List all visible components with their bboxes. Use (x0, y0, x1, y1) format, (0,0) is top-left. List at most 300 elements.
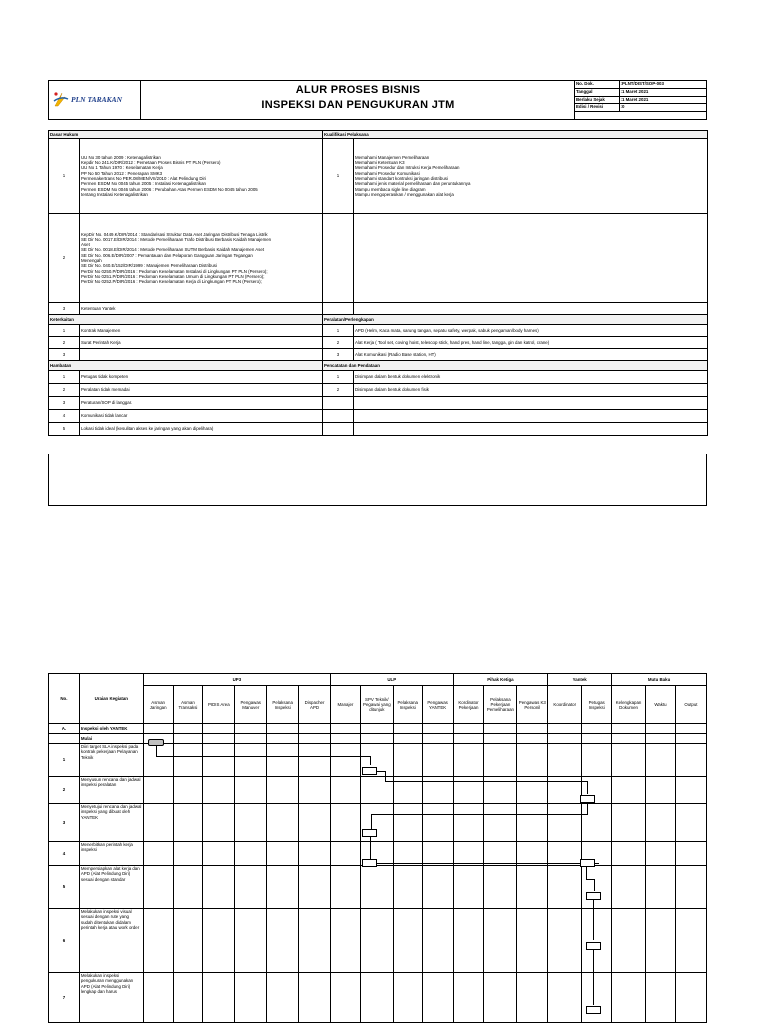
step-description: Menerbitkan perintah kerja inspeksi (79, 842, 143, 866)
empty-cell (354, 303, 708, 315)
grid-cell (143, 866, 173, 909)
legal-line: PerDir No 0252.P/DIR/2016 : Pedoman Keselamatan Kerja di Lingkungan PT PLN (Persero); (81, 279, 262, 285)
step-number: 4 (49, 842, 80, 866)
process-box-step4-yantek (580, 859, 595, 867)
col-role: Pengawas YANTEK (422, 686, 453, 724)
grid-cell (360, 724, 393, 734)
obstacle-row (49, 371, 708, 384)
grid-cell (422, 734, 453, 744)
grid-cell (646, 866, 676, 909)
blank-notes-area (48, 454, 707, 506)
qualification-line: Memahami Prosedur dan Intruksi Kerja Pemeliharaan (355, 165, 460, 171)
role-header-row (49, 686, 707, 724)
grid-cell (331, 866, 361, 909)
connector-line (587, 803, 588, 814)
grid-cell (267, 724, 299, 734)
row-number: 3 (49, 303, 80, 315)
legal-line: Kepdir No 241.K/DIR/2012 : Pemetaan Proses Bisnis PT PLN (Persero) (81, 160, 221, 166)
grid-cell (267, 973, 299, 1023)
col-role: Manajer (331, 686, 361, 724)
connector-line (377, 863, 580, 864)
grid-cell (646, 973, 676, 1023)
grid-cell (484, 724, 517, 734)
grid-cell (235, 842, 267, 866)
grid-cell (582, 724, 612, 734)
empty-cell (354, 410, 708, 423)
process-flow-table (48, 673, 707, 1023)
meta-value-text: 1 Maret 2021 (621, 89, 649, 95)
col-role: Pengawas Manuver (235, 686, 267, 724)
flow-step-row (49, 909, 707, 973)
row-number: 3 (49, 397, 80, 410)
row-number: 2 (49, 337, 80, 349)
grid-cell (143, 973, 173, 1023)
company-name: PLN TARAKAN (71, 95, 123, 104)
grid-cell (235, 724, 267, 734)
grid-cell (675, 744, 706, 777)
grid-cell (235, 909, 267, 973)
grid-cell (203, 724, 235, 734)
col-role: Pengawas K3 Personil (517, 686, 548, 724)
obstacle-item: Peralatan tidak memadai (80, 384, 323, 397)
row-number: 3 (49, 349, 80, 361)
grid-cell (299, 744, 331, 777)
group-up3: UP3 (143, 674, 330, 686)
flow-step-row (49, 973, 707, 1023)
connector-line (377, 771, 385, 772)
record-item: Disimpan dalam bentuk dokumen fisik (354, 384, 708, 397)
col-role: Asman Jaringan (143, 686, 173, 724)
pln-logo-icon (52, 90, 70, 108)
legal-line: UU No 30 tahun 2009 : Ketenagalistrikan (81, 154, 161, 160)
step-number: 2 (49, 777, 80, 804)
grid-cell (203, 804, 235, 842)
legal-line: Permen ESDM No 0046 tahun 2006 : Perubahan Atas Permen ESDM No 0045 tahun 2005 (81, 186, 258, 192)
grid-cell (143, 909, 173, 973)
legal-row-2 (49, 214, 708, 303)
grid-cell (173, 973, 203, 1023)
section-header-row (49, 315, 708, 325)
row-number: 2 (49, 214, 80, 303)
step-description: Mempersiapkan alat kerja dan APD (Alat Pelindung Diri) sesuai dengan standar (79, 866, 143, 909)
equipment-item: Alat Komunikasi (Radio Base station, HT) (354, 349, 708, 361)
grid-cell (484, 842, 517, 866)
grid-cell (422, 724, 453, 734)
empty-cell (354, 214, 708, 303)
grid-cell (173, 866, 203, 909)
meta-value: :PLNT/DIST/SOP-003 (619, 81, 706, 89)
grid-cell (267, 909, 299, 973)
process-box-step1 (362, 767, 377, 775)
col-role: Kordinator Pekerjaan (453, 686, 484, 724)
record-item: Disimpan dalam bentuk dokumen elektronik (354, 371, 708, 384)
connector-line (385, 771, 386, 781)
relation-row (49, 349, 708, 361)
step-number: 6 (49, 909, 80, 973)
grid-cell (675, 724, 706, 734)
connector-line (586, 879, 594, 880)
grid-cell (331, 842, 361, 866)
step-description: Melakukan inspeksi pengukuran menggunakan APD (Alat Pelindung Diri) lengkap dan harus (79, 973, 143, 1023)
group-yantek: Yantek (548, 674, 612, 686)
grid-cell (484, 734, 517, 744)
qualification-line: Mampu mengoperasikan / menggunakan alat kerja (355, 191, 454, 197)
legal-line: SE Dir No. 0018.E/DIR/2014 : Metode Pemeliharaan SUTM Berbasis Kaidah Manajemen Aset (81, 247, 265, 253)
grid-cell (393, 724, 422, 734)
grid-cell (422, 804, 453, 842)
meta-value-text: 0 (621, 104, 625, 110)
meta-row (575, 81, 706, 89)
grid-cell (360, 866, 393, 909)
grid-cell (393, 734, 422, 744)
connector-line (371, 814, 588, 815)
grid-cell (143, 842, 173, 866)
logo-area (49, 81, 141, 119)
group-header-row (49, 674, 707, 686)
empty-cell (323, 423, 354, 436)
document-meta-table (575, 81, 706, 112)
grid-cell (517, 734, 548, 744)
grid-cell (582, 734, 612, 744)
grid-cell (393, 842, 422, 866)
relation-row (49, 337, 708, 349)
grid-cell (612, 909, 646, 973)
col-role: Waktu (646, 686, 676, 724)
grid-cell (299, 842, 331, 866)
grid-cell (517, 724, 548, 734)
relation-row (49, 325, 708, 337)
grid-cell (422, 866, 453, 909)
grid-cell (173, 744, 203, 777)
grid-cell (360, 734, 393, 744)
grid-cell (173, 724, 203, 734)
grid-cell (646, 724, 676, 734)
grid-cell (675, 804, 706, 842)
col-uraian: Uraian Kegiatan (79, 674, 143, 724)
col-role: Koordinator (548, 686, 582, 724)
legal-line: Permenakertrans No PER.08/MEN/VII/2010 : Alat Pelindung Diri (81, 176, 206, 181)
step-number: 3 (49, 804, 80, 842)
grid-cell (173, 734, 203, 744)
section-title: Inspeksi oleh YANTEK (79, 724, 143, 734)
grid-cell (422, 973, 453, 1023)
connector-line (587, 781, 588, 794)
connector-line (370, 837, 371, 860)
connector-line (593, 950, 594, 1005)
grid-cell (203, 777, 235, 804)
grid-cell (646, 777, 676, 804)
col-role: Output (675, 686, 706, 724)
grid-cell (331, 744, 361, 777)
row-number: 2 (323, 384, 354, 397)
row-number: 3 (323, 349, 354, 361)
grid-cell (299, 909, 331, 973)
step-number: 7 (49, 973, 80, 1023)
grid-cell (331, 724, 361, 734)
meta-value-text: PLNT/DIST/SOP-003 (621, 81, 664, 86)
grid-cell (299, 866, 331, 909)
title-area (141, 81, 575, 119)
process-box-step6 (586, 942, 601, 950)
legal-line: SE Dir No. 040.E/152/DIR/1999 : Manajemen Pemeliharaan Distribusi (81, 263, 217, 269)
meta-row (575, 89, 706, 97)
grid-cell (453, 724, 484, 734)
grid-cell (299, 973, 331, 1023)
grid-cell (582, 744, 612, 777)
legal-line: PP No 50 Tahun 2012 : Penerapan SMK3 (81, 170, 163, 176)
grid-cell (612, 777, 646, 804)
qualification-line: Mampu membaca sigle line diagram (355, 186, 426, 192)
grid-cell (612, 734, 646, 744)
grid-cell (548, 744, 582, 777)
section-header-row (49, 131, 708, 139)
keterkaitan-heading: Keterkaitan (49, 315, 323, 325)
flow-step-row (49, 842, 707, 866)
grid-cell (393, 744, 422, 777)
row-number: 2 (323, 337, 354, 349)
grid-cell (143, 777, 173, 804)
connector-line (385, 781, 587, 782)
process-box-step4 (362, 859, 377, 867)
grid-cell (453, 842, 484, 866)
grid-cell (360, 909, 393, 973)
qualification-list (354, 139, 708, 214)
row-number: 4 (49, 410, 80, 423)
grid-cell (548, 842, 582, 866)
grid-cell (612, 973, 646, 1023)
empty-cell (354, 423, 708, 436)
document-header (48, 80, 707, 120)
col-role: SPV Teknik/ Pegawai yang ditunjuk (360, 686, 393, 724)
grid-cell (548, 973, 582, 1023)
relation-item: Kontrak Manajemen (80, 325, 323, 337)
connector-line (593, 900, 594, 940)
grid-cell (517, 744, 548, 777)
grid-cell (612, 744, 646, 777)
connector-line (371, 814, 372, 829)
legal-line: UU No 1 Tahun 1970 : Keselamatan Kerja (81, 165, 163, 171)
grid-cell (453, 909, 484, 973)
grid-cell (299, 777, 331, 804)
grid-cell (393, 866, 422, 909)
step-description: Diiri target SLA inspeksi pada kontrak pekerjaan Pelayanan Teknik (79, 744, 143, 777)
col-role: Kelengkapan Dokumen (612, 686, 646, 724)
obstacle-item: Lokasi tidak ideal (kesulitan akses ke jaringan yang akan dipelihara) (80, 423, 323, 436)
grid-cell (422, 842, 453, 866)
section-header-row (49, 361, 708, 371)
grid-cell (517, 909, 548, 973)
col-role: Dispacher APD (299, 686, 331, 724)
connector-line (594, 879, 595, 891)
kualifikasi-heading: Kualifikasi Pelaksana (323, 131, 708, 139)
row-number: 1 (49, 139, 80, 214)
grid-cell (173, 842, 203, 866)
start-terminator-shape (148, 739, 164, 746)
grid-cell (646, 842, 676, 866)
qualification-line: Memahami standart kontruksi jaringan distribusi (355, 176, 448, 181)
obstacle-row (49, 397, 708, 410)
grid-cell (548, 724, 582, 734)
empty-cell (323, 397, 354, 410)
step-description: Menyusun rencana dan jadwal inspeksi peralatan (79, 777, 143, 804)
empty-cell (49, 734, 80, 744)
grid-cell (203, 842, 235, 866)
grid-cell (646, 804, 676, 842)
qualification-line: Memahami jenis material pemeliharaan dan peruntukannya (355, 181, 471, 187)
grid-cell (675, 909, 706, 973)
meta-row (575, 96, 706, 104)
flow-step-row (49, 866, 707, 909)
meta-label: Tanggal (575, 89, 619, 97)
grid-cell (646, 744, 676, 777)
row-number: 2 (49, 384, 80, 397)
col-role: Pelaksana Inspeksi (267, 686, 299, 724)
flow-step-row (49, 804, 707, 842)
col-role: Pelaksana Inspeksi (393, 686, 422, 724)
grid-cell (299, 724, 331, 734)
document-subtitle: INSPEKSI DAN PENGUKURAN JTM (261, 99, 455, 111)
grid-cell (517, 973, 548, 1023)
grid-cell (612, 804, 646, 842)
grid-cell (393, 973, 422, 1023)
step-description: Menyetujui rencana dan jadwal inspeksi yang dibuat oleh YANTEK (79, 804, 143, 842)
grid-cell (453, 866, 484, 909)
grid-cell (612, 724, 646, 734)
grid-cell (299, 734, 331, 744)
grid-cell (548, 909, 582, 973)
process-box-step5 (586, 892, 601, 900)
meta-value: :0 (619, 104, 706, 112)
col-role: Pelaksana Pekerjaan Pemeliharaan (484, 686, 517, 724)
grid-cell (331, 777, 361, 804)
relation-item (80, 349, 323, 361)
col-no: No. (49, 674, 80, 724)
grid-cell (267, 842, 299, 866)
document-title: ALUR PROSES BISNIS (295, 84, 421, 96)
meta-label: Edisi / Revisi (575, 104, 619, 112)
empty-cell (323, 214, 354, 303)
legal-line: Aset (81, 242, 90, 248)
grid-cell (517, 804, 548, 842)
step-number: 5 (49, 866, 80, 909)
connector-line (586, 867, 587, 879)
meta-value: :1 Maret 2021 (619, 89, 706, 97)
empty-cell (354, 397, 708, 410)
grid-cell (484, 804, 517, 842)
grid-cell (548, 804, 582, 842)
legal-basis-2 (80, 214, 323, 303)
legal-basis-3: Ketentuan Yantek (80, 303, 323, 315)
grid-cell (517, 842, 548, 866)
dasar-hukum-heading: Dasar Hukum (49, 131, 323, 139)
grid-cell (267, 804, 299, 842)
obstacle-row (49, 423, 708, 436)
equipment-item: Alat Kerja ( Tool set, coving hoist, telescop stick, hand pres, hand line, tangga, gin dan katrol, crane) (354, 337, 708, 349)
grid-cell (331, 909, 361, 973)
grid-cell (612, 866, 646, 909)
legal-line: Permen ESDM No 0045 tahun 2005 : Instalasi Ketenagalistrikan (81, 181, 206, 187)
pencatatan-heading: Pencatatan dan Pendataan (323, 361, 708, 371)
grid-cell (143, 744, 173, 777)
section-row (49, 724, 707, 734)
grid-cell (646, 909, 676, 973)
grid-cell (235, 973, 267, 1023)
grid-cell (331, 973, 361, 1023)
grid-cell (235, 777, 267, 804)
grid-cell (453, 734, 484, 744)
hambatan-heading: Hambatan (49, 361, 323, 371)
grid-cell (360, 973, 393, 1023)
grid-cell (203, 909, 235, 973)
grid-cell (422, 744, 453, 777)
obstacle-row (49, 410, 708, 423)
obstacle-item: Komunikasi tidak lancar (80, 410, 323, 423)
process-box-step2 (580, 795, 595, 803)
grid-cell (267, 744, 299, 777)
grid-cell (173, 777, 203, 804)
connector-line (156, 756, 371, 757)
legal-line: KepDir No. 0449.K/DIR/2014 : Standarisasi Struktur Data Aset Jaringan Distribusi Tenaga Listrik (81, 231, 268, 237)
grid-cell (331, 804, 361, 842)
grid-cell (203, 866, 235, 909)
process-box-step3 (362, 829, 377, 837)
legal-line: tentang Instalasi Ketenagalistrikan (81, 191, 148, 197)
grid-cell (235, 804, 267, 842)
meta-label: Berlaku Sejak (575, 96, 619, 104)
row-number: 1 (323, 371, 354, 384)
group-ulp: ULP (331, 674, 454, 686)
row-number: 5 (49, 423, 80, 436)
grid-cell (484, 973, 517, 1023)
grid-cell (235, 866, 267, 909)
grid-cell (422, 909, 453, 973)
grid-cell (675, 842, 706, 866)
grid-cell (267, 866, 299, 909)
legal-basis-1 (80, 139, 323, 214)
grid-cell (646, 734, 676, 744)
legal-row-3 (49, 303, 708, 315)
grid-cell (453, 744, 484, 777)
legal-line: SE Dir No. 006.E/DIR/2007 : Pemantauan dan Pelaporan Gangguan Jaringan Tegangan (81, 252, 253, 258)
grid-cell (203, 734, 235, 744)
empty-cell (323, 410, 354, 423)
meta-value: :1 Maret 2021 (619, 96, 706, 104)
grid-cell (484, 744, 517, 777)
equipment-item: APD (Helm, Kaca mata, sarung tangan, sepatu safety, werpak, sabuk pengaman/body harnes) (354, 325, 708, 337)
grid-cell (612, 842, 646, 866)
col-role: Petugas Inspeksi (582, 686, 612, 724)
grid-cell (173, 909, 203, 973)
grid-cell (143, 804, 173, 842)
grid-cell (267, 734, 299, 744)
col-role: PIDIS Area (203, 686, 235, 724)
row-number: 1 (323, 325, 354, 337)
grid-cell (393, 909, 422, 973)
meta-row (575, 104, 706, 112)
process-box-step7 (586, 1006, 601, 1014)
grid-cell (675, 973, 706, 1023)
legal-line: Menengah (81, 258, 102, 263)
legal-line: SE Dir No. 0017.E/DIR/2014 : Metode Pemeliharaan Trafo Distribusi Berbasis Kaidah Manajemen (81, 236, 272, 242)
qualification-line: Memahami Ketentuan K3 (355, 160, 405, 166)
grid-cell (235, 734, 267, 744)
group-mutu-baku: Mutu Baku (612, 674, 707, 686)
empty-cell (323, 303, 354, 315)
grid-cell (235, 744, 267, 777)
connector-line (370, 756, 371, 765)
grid-cell (675, 734, 706, 744)
row-number: 1 (49, 325, 80, 337)
